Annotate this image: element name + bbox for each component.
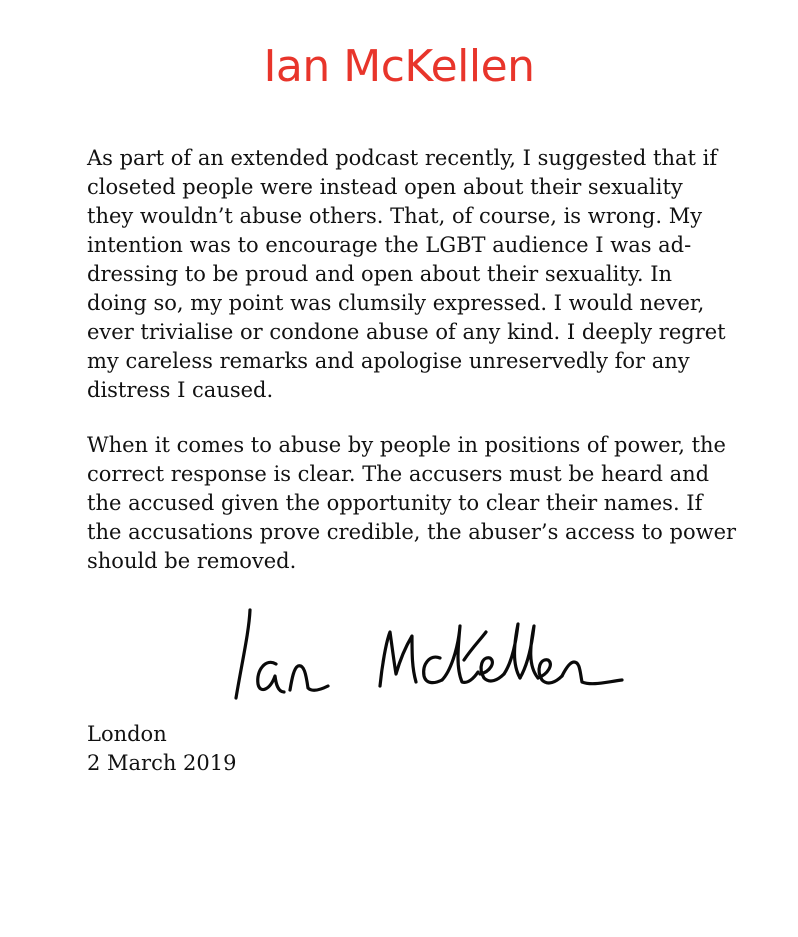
letter-body — [87, 144, 737, 602]
paragraph-abuse-of-power: When it comes to abuse by people in positions of power, the correct response is clear. The accusers must be heard and the accused given the opportunity to clear their names. If the accusations prove credible, the abuser’s access to power should be removed. — [87, 433, 737, 573]
signature-image — [228, 602, 632, 710]
page-title: Ian McKellen — [263, 41, 535, 93]
date-line: 2 March 2019 — [87, 751, 237, 775]
letter-closing — [87, 720, 237, 778]
place-line: London — [87, 722, 167, 746]
paragraph-apology: As part of an extended podcast recently, I suggested that if closeted people were instead open about their sexuality they wouldn’t abuse others. That, of course, is wrong. My intention was to encourage the LGBT audience I was ad- dressing to be proud and open about their sexuality. In doing so, my point was clumsily expressed. I would never, ever trivialise or condone abuse of any kind. I deeply regret my careless remarks and apologise unreservedly for any distress I caused. — [87, 146, 726, 402]
handwritten-signature — [228, 602, 632, 710]
